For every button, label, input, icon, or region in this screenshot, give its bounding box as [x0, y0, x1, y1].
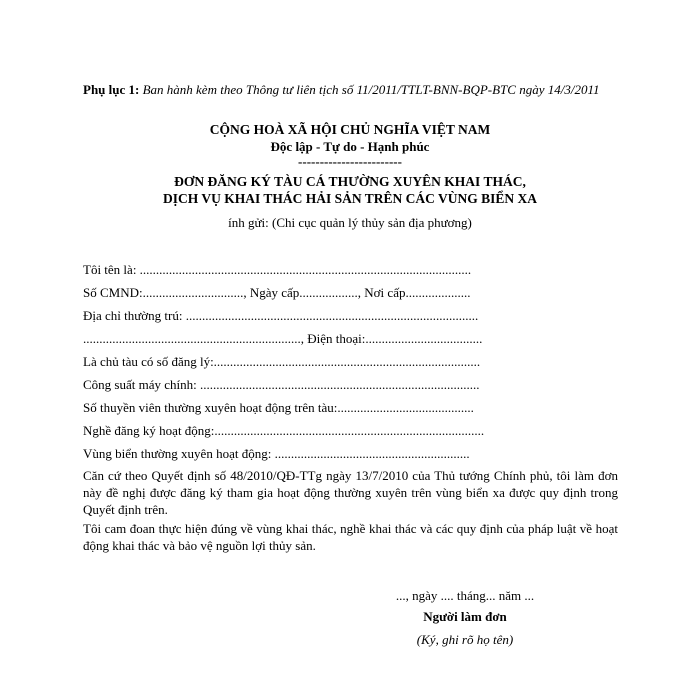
form-title-line2: DỊCH VỤ KHAI THÁC HẢI SẢN TRÊN CÁC VÙNG BIỂN XA: [162, 191, 538, 206]
field-engine-power: Công suất máy chính: ......................................................................................: [83, 377, 480, 392]
field-id-card: Số CMND:..............................., Ngày cấp.................., Nơi cấp....................: [83, 285, 471, 300]
appendix-note: [83, 82, 618, 98]
appendix-text: Ban hành kèm theo Thông tư liên tịch số 11/2011/TTLT-BNN-BQP-BTC ngày 14/3/2011: [142, 82, 600, 97]
field-name: Tôi tên là: ......................................................................................................: [83, 262, 472, 277]
signature-applicant-label: Người làm đơn: [423, 609, 507, 624]
national-title: CỘNG HOÀ XÃ HỘI CHỦ NGHĨA VIỆT NAM: [209, 122, 491, 137]
basis-paragraph: Căn cứ theo Quyết định số 48/2010/QĐ-TTg ngày 13/7/2010 của Thủ tướng Chính phủ, tôi làm đơn này đề nghị được đăng ký tham gia hoạt động thường xuyên trên vùng biển xa được quy định trong Quyết định trên.: [83, 468, 618, 517]
field-registered-occupation: Nghề đăng ký hoạt động:...................................................................................: [83, 423, 485, 438]
form-title-line1: ĐƠN ĐĂNG KÝ TÀU CÁ THƯỜNG XUYÊN KHAI THÁC,: [174, 174, 526, 189]
field-address-phone: ..................................................................., Điện thoại:....................................: [83, 331, 483, 346]
signature-note: (Ký, ghi rõ họ tên): [416, 632, 514, 647]
field-vessel-owner: Là chủ tàu có số đăng lý:..................................................................................: [83, 354, 481, 369]
header-separator: ------------------------: [298, 154, 402, 169]
commitment-paragraph: Tôi cam đoan thực hiện đúng về vùng khai thác, nghề khai thác và các quy định của pháp luật về hoạt động khai thác và bảo vệ nguồn lợi thủy sản.: [83, 521, 618, 553]
national-motto: Độc lập - Tự do - Hạnh phúc: [270, 139, 430, 154]
signature-date-line: ..., ngày .... tháng... năm ...: [395, 588, 535, 603]
field-permanent-address: Địa chỉ thường trú: ..........................................................................................: [83, 308, 479, 323]
field-crew-count: Số thuyền viên thường xuyên hoạt động trên tàu:..........................................: [83, 400, 474, 415]
field-sea-area: Vùng biển thường xuyên hoạt động: ............................................................: [83, 446, 470, 461]
send-to-line: ính gửi: (Chi cục quản lý thủy sản địa phương): [228, 215, 472, 230]
appendix-label: Phụ lục 1:: [83, 82, 140, 97]
